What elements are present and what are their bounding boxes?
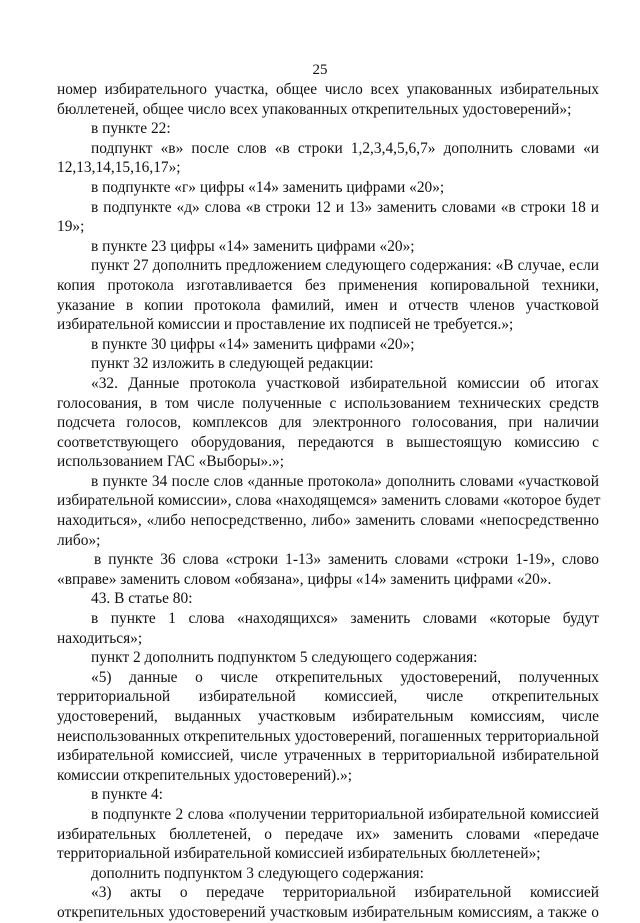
text-line: в подпункте «д» слова «в строки 12 и 13» заменить словами «в строки 18 и — [91, 198, 599, 216]
text-line: голосования, в том числе полученные с использованием технических средств — [57, 394, 599, 412]
text-line: «5) данные о числе открепительных удостоверений, полученных — [91, 668, 599, 686]
text-line: «3) акты о передаче территориальной избирательной комиссией — [91, 884, 599, 902]
text-line: в подпункте «г» цифры «14» заменить цифрами «20»; — [91, 178, 445, 196]
text-line: соответствующего оборудования, передаются в вышестоящую комиссию с — [57, 433, 599, 451]
text-line: комиссии открепительных удостоверений).»; — [57, 766, 352, 784]
text-line: в пункте 36 слова «строки 1-13» заменить словами «строки 1-19», слово — [94, 551, 599, 569]
page-number: 25 — [312, 62, 328, 78]
text-line: в пункте 1 слова «находящихся» заменить словами «которые будут — [91, 610, 599, 628]
text-line: территориальной избирательной комиссией избирательных бюллетеней»; — [57, 845, 541, 863]
document-body — [57, 80, 599, 923]
text-line: территориальной избирательной комиссией, числе открепительных — [57, 688, 599, 706]
text-line: в пункте 30 цифры «14» заменить цифрами «20»; — [91, 335, 415, 353]
text-line: в пункте 4: — [91, 786, 163, 804]
text-line: подпункт «в» после слов «в строки 1,2,3,4,5,6,7» дополнить словами «и — [91, 139, 599, 157]
text-line: в пункте 23 цифры «14» заменить цифрами «20»; — [91, 237, 415, 255]
text-line: либо»; — [57, 531, 101, 549]
text-line: избирательной комиссии», слова «находящемся» заменить словами «которое будет — [57, 492, 601, 510]
text-line: бюллетеней, общее число всех упакованных открепительных удостоверений»; — [57, 100, 572, 118]
text-line: неиспользованных открепительных удостоверений, погашенных территориальной — [57, 727, 599, 745]
text-line: дополнить подпунктом 3 следующего содержания: — [91, 864, 424, 882]
text-line: избирательной комиссии и проставление их подписей не требуется.»; — [57, 316, 514, 334]
text-line: находиться», «либо непосредственно, либо» заменить словами «непосредственно — [57, 512, 599, 530]
text-line: 43. В статье 80: — [91, 590, 193, 608]
text-line: использованием ГАС «Выборы».»; — [57, 453, 285, 471]
text-line: подсчета голосов, комплексов для электронного голосования, при наличии — [57, 414, 599, 432]
text-line: избирательных бюллетеней, о передаче их» заменить словами «передаче — [57, 825, 599, 843]
text-line: удостоверений, выданных участковым избирательным комиссиям, числе — [57, 708, 599, 725]
text-line: 19»; — [57, 218, 85, 236]
text-line: пункт 32 изложить в следующей редакции: — [91, 355, 374, 373]
text-line: пункт 27 дополнить предложением следующего содержания: «В случае, если — [91, 257, 599, 275]
text-line: копия протокола изготавливается без применения копировальной техники, — [57, 276, 599, 294]
text-line: в пункте 34 после слов «данные протокола» дополнить словами «участковой — [91, 472, 599, 490]
text-line: «вправе» заменить словом «обязана», цифры «14» заменить цифрами «20». — [57, 570, 552, 588]
text-line: «32. Данные протокола участковой избирательной комиссии об итогах — [91, 374, 599, 392]
text-line: номер избирательного участка, общее число всех упакованных избирательных — [57, 81, 599, 98]
text-line: находиться»; — [57, 629, 143, 647]
text-line: указание в копии протокола фамилий, имен и отчеств членов участковой — [57, 296, 599, 314]
text-line: в пункте 22: — [91, 120, 171, 138]
text-line: пункт 2 дополнить подпунктом 5 следующего содержания: — [91, 649, 478, 667]
text-line: избирательной комиссией, числе утраченных в территориальной избирательной — [57, 747, 599, 765]
text-line: 12,13,14,15,16,17»; — [57, 159, 181, 177]
text-line: в подпункте 2 слова «получении территориальной избирательной комиссией — [91, 805, 599, 823]
text-line: открепительных удостоверений участковым избирательным комиссиям, а также о — [57, 903, 599, 921]
